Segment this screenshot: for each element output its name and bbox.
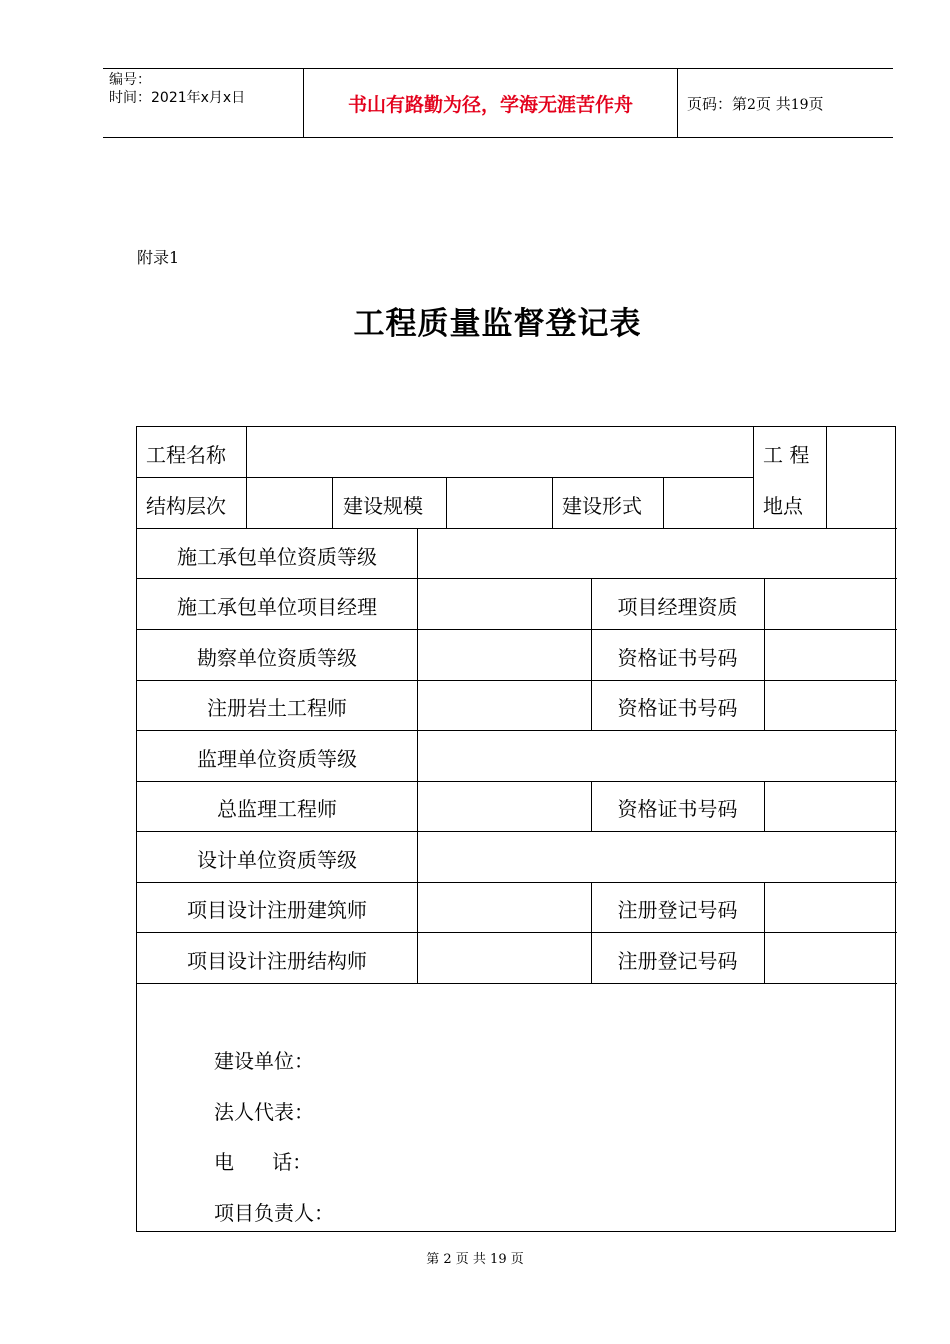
row-label: 监理单位资质等级 — [197, 747, 357, 771]
row-label: 总监理工程师 — [217, 797, 337, 821]
col-divider — [764, 578, 765, 730]
row-label: 项目设计注册建筑师 — [187, 898, 367, 922]
col-divider — [764, 882, 765, 983]
col-divider — [552, 477, 553, 528]
col-divider — [663, 477, 664, 528]
row-label: 勘察单位资质等级 — [197, 646, 357, 670]
page-suffix: 页 — [808, 95, 824, 113]
row-divider — [137, 528, 897, 529]
page-mid: 页 共 — [755, 95, 791, 113]
row-divider — [137, 680, 897, 681]
row-label: 施工承包单位项目经理 — [177, 595, 377, 619]
row-right-label: 资格证书号码 — [617, 696, 738, 720]
row-divider — [137, 932, 897, 933]
row-label: 项目设计注册结构师 — [187, 949, 367, 973]
sig-project-lead: 项目负责人： — [214, 1201, 334, 1225]
row-label: 注册岩土工程师 — [207, 696, 347, 720]
row-right-label: 资格证书号码 — [617, 646, 738, 670]
row-divider — [137, 629, 897, 630]
page-footer: 第 2 页 共 19 页 — [426, 1252, 524, 1267]
page-header — [103, 68, 893, 138]
row-right-label: 注册登记号码 — [617, 949, 738, 973]
label-project-name: 工程名称 — [146, 443, 226, 467]
row-right-label: 注册登记号码 — [617, 898, 738, 922]
header-motto: 书山有路勤为径，学海无涯苦作舟 — [347, 93, 633, 116]
row-divider — [137, 578, 897, 579]
label-structure-level: 结构层次 — [146, 494, 226, 518]
time-label: 时间：2021年x月x日 — [109, 90, 246, 106]
label-build-scale: 建设规模 — [343, 494, 423, 518]
page-prefix: 页码：第 — [687, 95, 748, 113]
col-divider — [332, 477, 333, 528]
page-current: 2 — [747, 97, 756, 113]
header-meta — [109, 71, 245, 107]
row-label: 施工承包单位资质等级 — [177, 545, 377, 569]
col-divider — [417, 528, 418, 983]
sig-phone: 电 话： — [214, 1150, 313, 1174]
row-right-label: 项目经理资质 — [617, 595, 738, 619]
appendix-label: 附录1 — [137, 248, 180, 267]
row-right-label: 资格证书号码 — [617, 797, 738, 821]
col-divider — [246, 427, 247, 528]
row-label: 设计单位资质等级 — [197, 848, 357, 872]
page-total: 19 — [790, 97, 809, 113]
row-divider — [137, 882, 897, 883]
col-divider — [753, 427, 754, 528]
row-divider — [137, 831, 897, 832]
row-divider — [137, 730, 897, 731]
row-divider — [137, 781, 897, 782]
row-divider — [137, 477, 753, 478]
page-title: 工程质量监督登记表 — [353, 306, 642, 342]
col-divider — [446, 477, 447, 528]
registration-form — [136, 426, 896, 1232]
row-divider — [137, 983, 897, 984]
col-divider — [764, 781, 765, 831]
label-build-form: 建设形式 — [562, 494, 642, 518]
header-page-indicator — [687, 93, 824, 114]
label-location-line1: 工 程 — [763, 443, 810, 467]
sig-build-unit: 建设单位： — [214, 1049, 314, 1073]
number-label: 编号： — [109, 72, 151, 88]
header-divider — [677, 69, 678, 137]
label-location-line2: 地点 — [763, 494, 803, 518]
col-divider — [826, 427, 827, 528]
sig-legal-rep: 法人代表： — [214, 1100, 314, 1124]
